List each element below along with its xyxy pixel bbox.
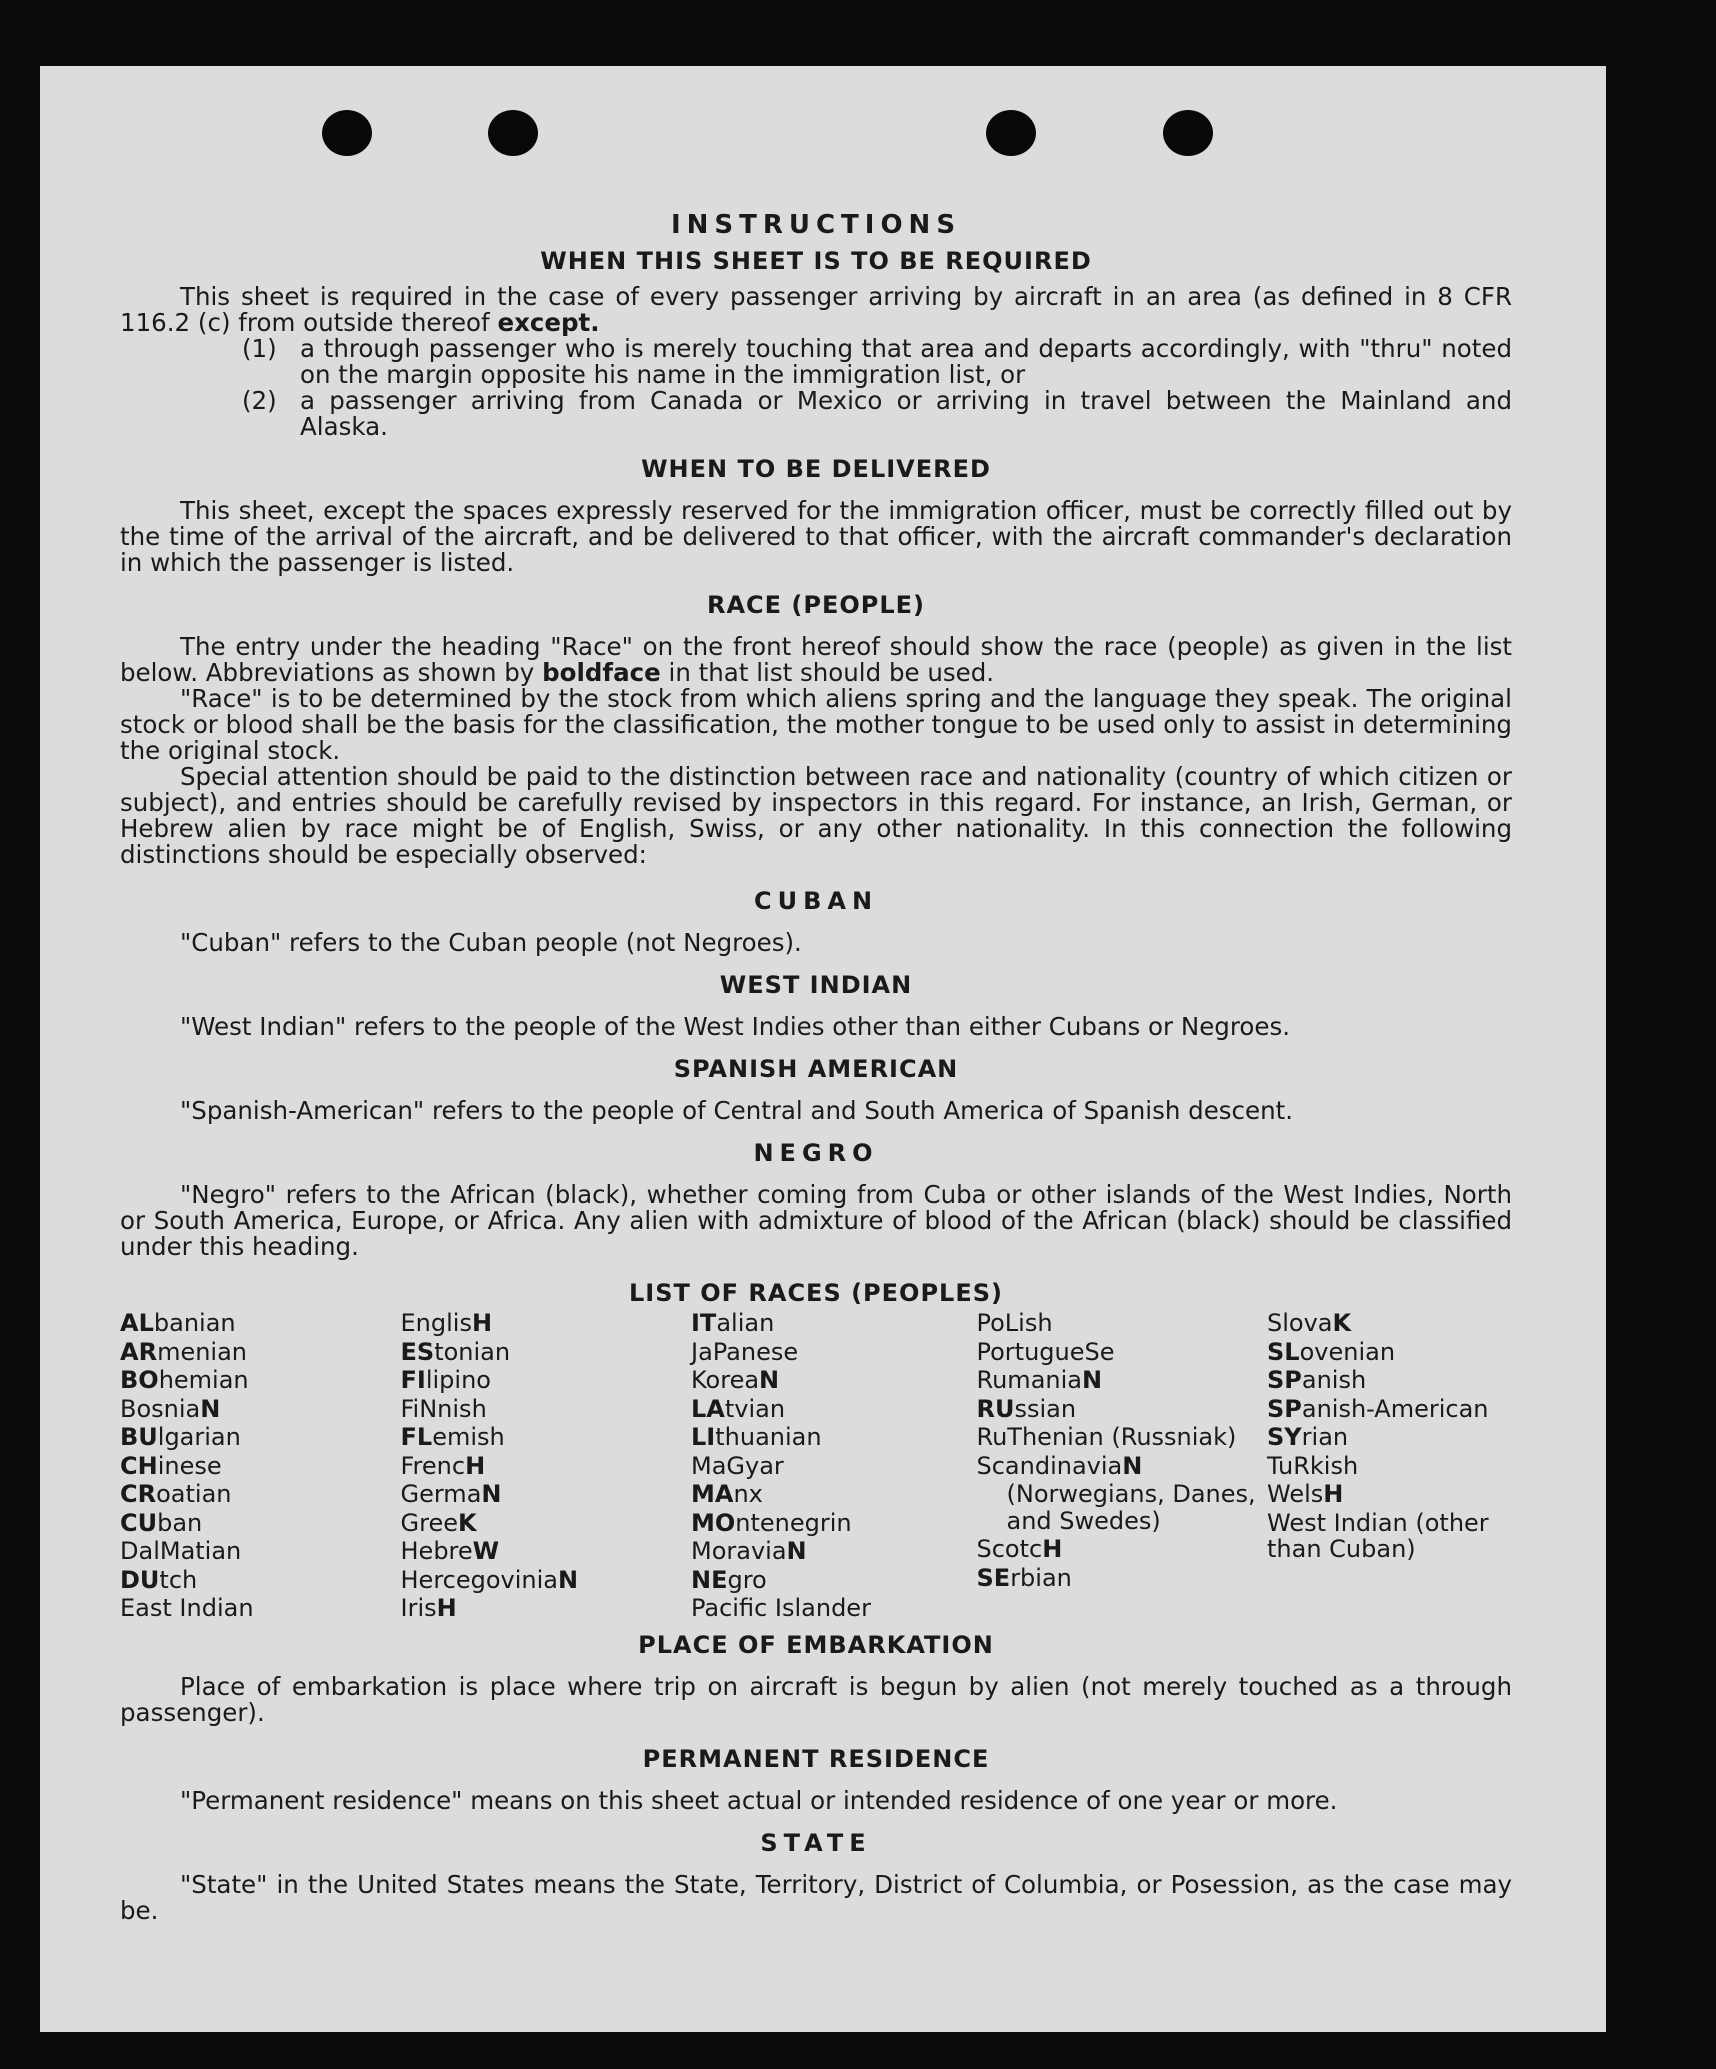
race-item: CUban: [120, 1508, 203, 1537]
list-of-races-heading: LIST OF RACES (PEOPLES): [629, 1279, 1003, 1307]
spanish-american-text: "Spanish-American" refers to the people of Central and South America of Spanish descent.: [180, 1096, 1294, 1125]
races-list: [120, 1310, 1512, 1622]
race-item: ITalian: [691, 1309, 775, 1337]
race-item: LAtvian: [691, 1394, 786, 1423]
punch-hole-2: [488, 110, 538, 156]
race-item: KoreaN: [691, 1366, 780, 1394]
embarkation-heading: PLACE OF EMBARKATION: [638, 1630, 994, 1659]
races-column-2: [401, 1310, 686, 1622]
race-item: PortugueSe: [976, 1337, 1115, 1366]
cuban-heading: CUBAN: [753, 887, 879, 915]
race-item: FIlipino: [400, 1366, 491, 1394]
race-item: ScandinaviaN: [976, 1451, 1143, 1480]
races-column-4: [977, 1310, 1262, 1622]
when-delivered-text: This sheet, except the spaces expressly reserved for the immigration officer, must be correctly filled out by the time of the arrival of the aircraft, and be delivered to that officer, with the aircraft commander's declaration in which the passenger is listed.: [120, 496, 1512, 577]
punch-hole-3: [986, 110, 1036, 156]
race-heading: RACE (PEOPLE): [706, 591, 926, 619]
races-column-1: [120, 1310, 395, 1622]
race-item: BUlgarian: [120, 1423, 241, 1451]
race-item: CHinese: [120, 1451, 222, 1480]
embarkation-text: Place of embarkation is place where trip on aircraft is begun by alien (not merely touched as a through passenger).: [120, 1671, 1512, 1727]
race-item: NEgro: [691, 1565, 767, 1594]
race-item: SYrian: [1267, 1423, 1349, 1451]
race-item: EStonian: [400, 1337, 511, 1366]
cuban-text: "Cuban" refers to the Cuban people (not Negroes).: [180, 928, 802, 957]
race-item: HebreW: [400, 1537, 500, 1565]
race-item: ALbanian: [120, 1309, 236, 1337]
race-item: WelsH: [1267, 1480, 1344, 1508]
spanish-american-heading: SPANISH AMERICAN: [673, 1055, 959, 1083]
punch-hole-4: [1163, 110, 1213, 156]
race-item: FLemish: [400, 1423, 505, 1451]
race-item: DalMatian: [120, 1537, 242, 1565]
race-item: SlovaK: [1267, 1309, 1352, 1337]
race-item: EnglisH: [400, 1309, 493, 1337]
race-item: ARmenian: [120, 1337, 248, 1366]
permanent-residence-text: "Permanent residence" means on this sheet actual or intended residence of one year or more.: [180, 1785, 1338, 1815]
negro-heading: NEGRO: [753, 1139, 879, 1167]
race-item: TuRkish: [1267, 1451, 1359, 1480]
state-text: "State" in the United States means the State, Territory, District of Columbia, or Posession, as the case may be.: [120, 1869, 1512, 1925]
race-paragraph-3: Special attention should be paid to the distinction between race and nationality (country of which citizen or subject), and entries should be carefully revised by inspectors in this regard. For instance, an Irish, German, or Hebrew alien by race might be of English, Swiss, or any other nationality. In this connection the following distinctions should be especially observed:: [120, 762, 1512, 869]
race-item: SErbian: [976, 1563, 1072, 1592]
instructions-title: INSTRUCTIONS: [670, 210, 962, 240]
race-item: Pacific Islander: [691, 1594, 871, 1622]
race-paragraph-1: The entry under the heading "Race" on the front hereof should show the race (people) as given in the list below. Abbreviations as shown by boldface in that list should be used.: [120, 632, 1512, 687]
race-item: IrisH: [400, 1594, 457, 1622]
instructions-content: [120, 212, 1512, 1924]
when-required-heading: WHEN THIS SHEET IS TO BE REQUIRED: [540, 247, 1092, 275]
race-item: RumaniaN: [976, 1366, 1103, 1394]
race-item: MaGyar: [691, 1451, 784, 1480]
punch-hole-1: [322, 110, 372, 156]
race-item: SPanish-American: [1267, 1394, 1489, 1423]
race-item: BosniaN: [120, 1394, 221, 1423]
race-item: East Indian: [120, 1594, 254, 1622]
negro-text: "Negro" refers to the African (black), whether coming from Cuba or other islands of the West Indies, North or South America, Europe, or Africa. Any alien with admixture of blood of the African (black) should be classified under this heading.: [120, 1180, 1512, 1261]
race-item: GermaN: [400, 1480, 502, 1508]
race-item: (Norwegians, Danes, and Swedes): [1006, 1480, 1256, 1535]
races-column-5: [1267, 1310, 1512, 1622]
races-column-3: [691, 1310, 971, 1622]
west-indian-heading: WEST INDIAN: [719, 971, 913, 999]
race-item: MAnx: [691, 1480, 763, 1508]
except-word: except.: [497, 308, 600, 337]
when-required-text: This sheet is required in the case of every passenger arriving by aircraft in an area (as defined in 8 CFR 116.2 (c) from outside thereof except.: [120, 282, 1512, 337]
race-item: FiNnish: [400, 1394, 487, 1423]
exception-1: (1) a through passenger who is merely touching that area and departs accordingly, with "thru" noted on the margin opposite his name in the immigration list, or: [242, 334, 1512, 389]
race-item: MoraviaN: [691, 1537, 807, 1565]
race-item: DUtch: [120, 1565, 198, 1594]
race-item: FrencH: [400, 1451, 486, 1480]
race-item: ScotcH: [976, 1535, 1063, 1563]
state-heading: STATE: [760, 1828, 872, 1857]
race-item: West Indian (other than Cuban): [1267, 1508, 1489, 1563]
race-item: JaPanese: [691, 1337, 799, 1366]
race-item: BOhemian: [120, 1366, 249, 1394]
race-item: RUssian: [976, 1394, 1077, 1423]
race-item: SLovenian: [1267, 1337, 1396, 1366]
permanent-residence-heading: PERMANENT RESIDENCE: [642, 1744, 990, 1773]
race-item: GreeK: [400, 1508, 477, 1537]
when-delivered-heading: WHEN TO BE DELIVERED: [641, 455, 991, 483]
race-item: RuThenian (Russniak): [976, 1423, 1237, 1451]
race-paragraph-2: "Race" is to be determined by the stock from which aliens spring and the language they speak. The original stock or blood shall be the basis for the classification, the mother tongue to be used only to assist in determining the original stock.: [120, 684, 1512, 765]
race-item: CRoatian: [120, 1480, 232, 1508]
race-item: LIthuanian: [691, 1423, 822, 1451]
exception-2: (2) a passenger arriving from Canada or Mexico or arriving in travel between the Mainland and Alaska.: [242, 386, 1512, 441]
race-item: SPanish: [1267, 1366, 1367, 1394]
race-item: PoLish: [976, 1309, 1053, 1337]
race-item: MOntenegrin: [691, 1508, 852, 1537]
west-indian-text: "West Indian" refers to the people of the West Indies other than either Cubans or Negroes.: [180, 1012, 1291, 1041]
race-item: HercegoviniaN: [400, 1565, 579, 1594]
